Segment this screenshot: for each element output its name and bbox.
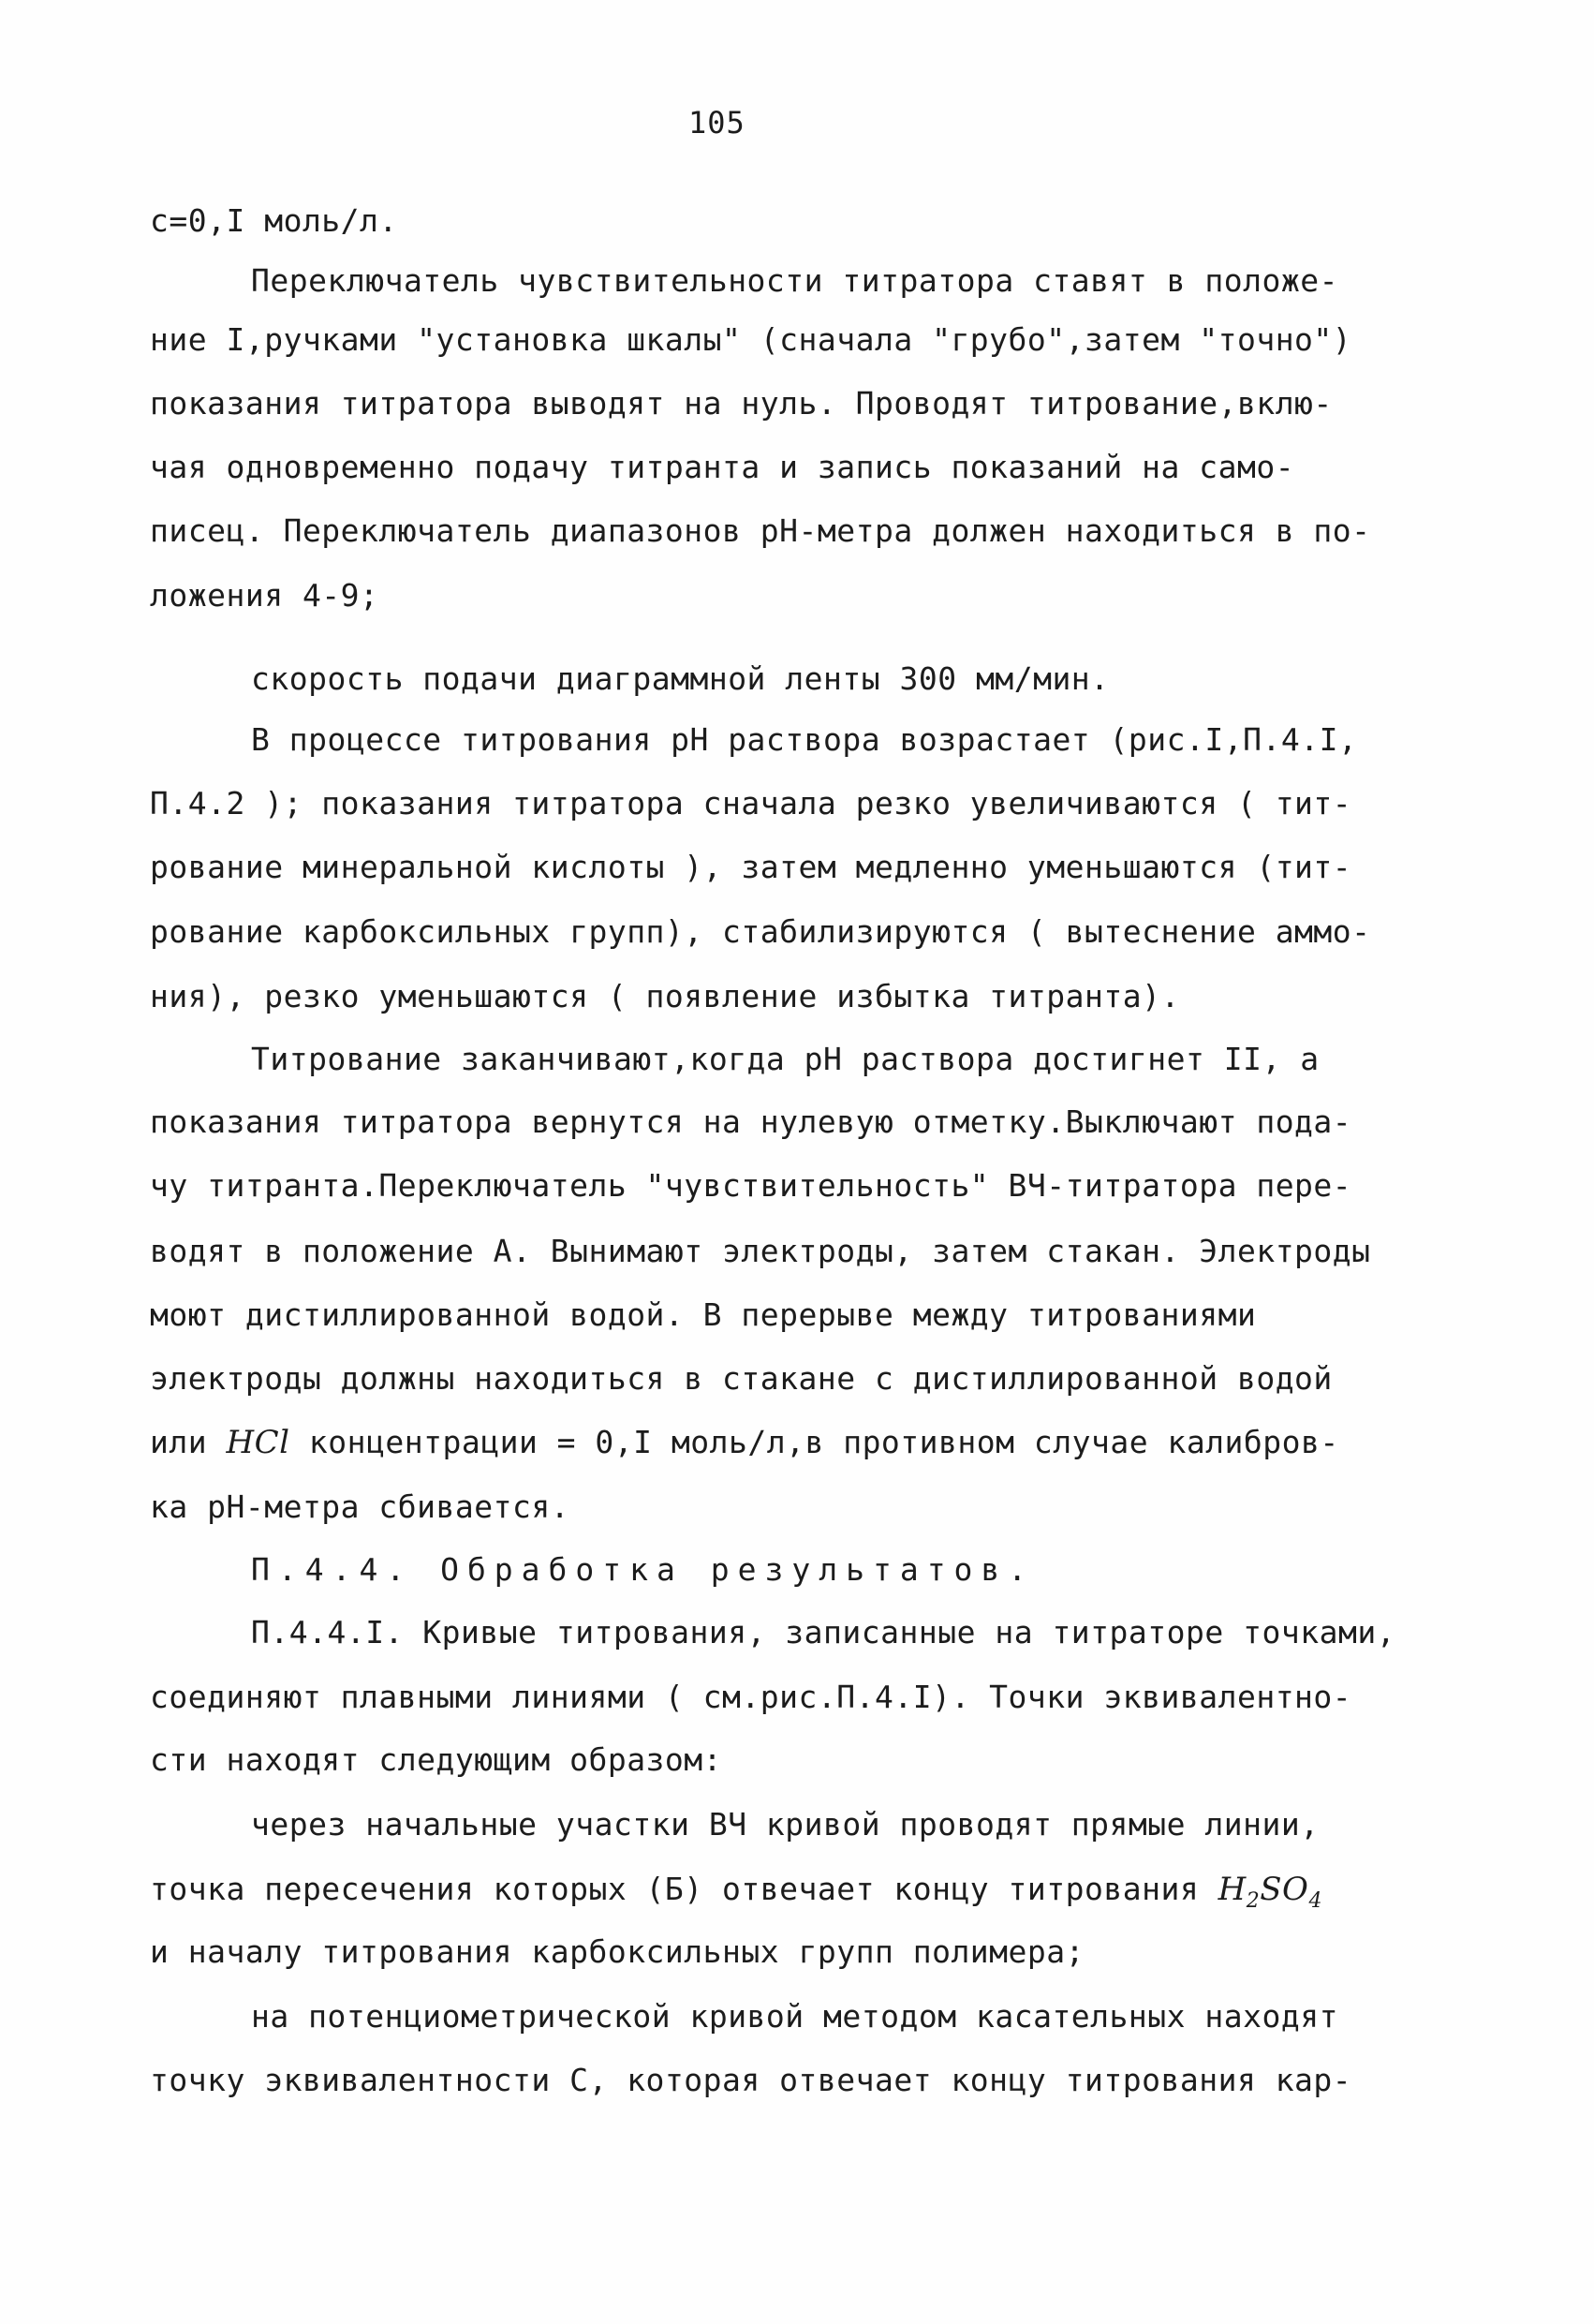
text-line: и началу титрования карбоксильных групп полимера; xyxy=(150,1933,1085,1970)
text-line: чу титранта.Переключатель "чувствительность" ВЧ-титратора пере- xyxy=(150,1167,1352,1204)
text-line: П.4.4.I. Кривые титрования, записанные на титраторе точками, xyxy=(251,1614,1396,1650)
text-line: показания титратора выводят на нуль. Проводят титрование,вклю- xyxy=(150,385,1333,422)
text-line: моют дистиллированной водой. В перерыве между титрованиями xyxy=(150,1296,1257,1333)
h2so4-formula: $H_2SO_4$ xyxy=(1218,1871,1322,1913)
text-line: электроды должны находиться в стакане с дистиллированной водой xyxy=(150,1360,1333,1397)
text-line: рование карбоксильных групп), стабилизируются ( вытеснение аммо- xyxy=(150,913,1371,950)
text-line: показания титратора вернутся на нулевую отметку.Выключают пода- xyxy=(150,1103,1352,1140)
text-line-with-formula xyxy=(150,1873,1322,1918)
text-line: ние I,ручками "установка шкалы" (сначала "грубо",затем "точно") xyxy=(150,321,1352,358)
text-line: водят в положение А. Вынимают электроды, затем стакан. Электроды xyxy=(150,1233,1371,1269)
line-continuation: концентрации = 0,I моль/л,в противном случае калибров- xyxy=(308,1424,1339,1460)
text-line: с=0,I моль/л. xyxy=(150,202,398,239)
text-line: на потенциометрической кривой методом касательных находят xyxy=(251,1998,1338,2035)
text-line: Переключатель чувствительности титратора ставят в положе- xyxy=(251,262,1338,299)
text-line: точку эквивалентности С, которая отвечает концу титрования кар- xyxy=(150,2062,1352,2098)
text-line: сти находят следующим образом: xyxy=(150,1741,723,1778)
text-line: Титрование заканчивают,когда pH раствора достигнет II, а xyxy=(251,1041,1320,1077)
text-line: скорость подачи диаграммной ленты 300 мм/мин. xyxy=(251,660,1110,697)
word-or: или xyxy=(150,1424,208,1460)
text-line: ка pH-метра сбивается. xyxy=(150,1488,570,1525)
hcl-formula: HCl xyxy=(226,1424,290,1461)
section-heading: П.4.4. Обработка результатов. xyxy=(251,1551,1036,1588)
text-line: чая одновременно подачу титранта и запись показаний на само- xyxy=(150,449,1295,485)
text-line: ложения 4-9; xyxy=(150,577,379,614)
text-line: писец. Переключатель диапазонов pH-метра должен находиться в по- xyxy=(150,512,1371,549)
text-line: ния), резко уменьшаются ( появление избытка титранта). xyxy=(150,978,1180,1014)
text-line-with-formula xyxy=(150,1426,1339,1459)
line-text: точка пересечения которых (Б) отвечает концу титрования xyxy=(150,1871,1200,1907)
text-line: В процессе титрования pH раствора возрастает (рис.I,П.4.I, xyxy=(251,721,1358,758)
text-line: рование минеральной кислоты ), затем медленно уменьшаются (тит- xyxy=(150,849,1352,885)
text-line: через начальные участки ВЧ кривой проводят прямые линии, xyxy=(251,1806,1320,1843)
page-number: 105 xyxy=(688,105,745,141)
text-line: П.4.2 ); показания титратора сначала резко увеличиваются ( тит- xyxy=(150,785,1352,822)
text-line: соединяют плавными линиями ( см.рис.П.4.I). Точки эквивалентно- xyxy=(150,1679,1352,1715)
